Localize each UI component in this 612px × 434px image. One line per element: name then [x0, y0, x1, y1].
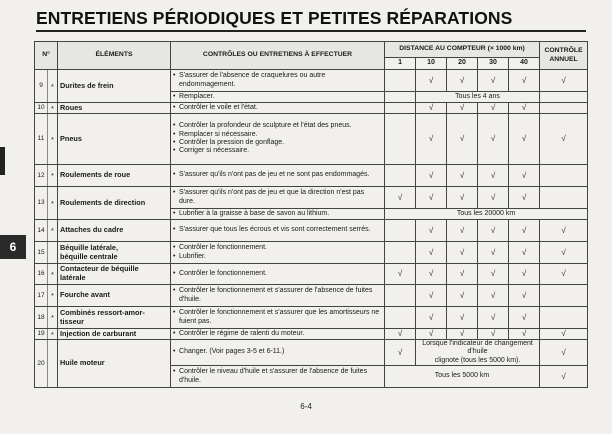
- page-number: 6-4: [300, 402, 312, 411]
- header-elements: ÉLÉMENTS: [58, 42, 171, 70]
- header-distance-3: 20: [447, 58, 478, 70]
- sidestand-switch-element: Contacteur de béquille latérale: [58, 264, 171, 285]
- oil-change-note: Lorsque l'indicateur de changement d'huile clignote (tous les 5000 km).: [416, 340, 540, 366]
- sidestand-controls: • Contrôler le fonctionnement. • Lubrifier.: [171, 242, 385, 264]
- sidestand-element: Béquille latérale, béquille centrale: [58, 242, 171, 264]
- header-odometer: DISTANCE AU COMPTEUR (× 1000 km): [385, 42, 540, 58]
- tire-controls: • Contrôler la profondeur de sculpture et l'état des pneus. • Remplacer si nécessaire. • Contrôler la pression de gonflage. • Corriger si nécessaire.: [171, 114, 385, 165]
- title-rule: [36, 30, 586, 32]
- chapter-tab: 6: [0, 235, 26, 259]
- table-row: 16 * Contacteur de béquille latérale • Contrôler le fonctionnement. √ √ √ √ √ √: [35, 264, 588, 285]
- table-row: • Contrôler le niveau d'huile et s'assurer de l'absence de fuites d'huile. Tous les 5000 km √: [35, 366, 588, 388]
- header-distance-4: 30: [478, 58, 509, 70]
- table-row: 20 Huile moteur • Changer. (Voir pages 3-5 et 6-11.) √ Lorsque l'indicateur de changement d'huile clignote (tous les 5000 km). √: [35, 340, 588, 366]
- maintenance-table: [34, 41, 588, 388]
- table-row: 13 * Roulements de direction • S'assurer qu'ils n'ont pas de jeu et que la direction n'est pas dure. √ √ √ √ √: [35, 187, 588, 209]
- header-distance-5: 40: [509, 58, 540, 70]
- table-row: 17 * Fourche avant • Contrôler le fonctionnement et s'assurer de l'absence de fuites d'huile. √ √ √ √: [35, 285, 588, 307]
- table-row: 12 * Roulements de roue • S'assurer qu'ils n'ont pas de jeu et ne sont pas endommagés. √ √ √ √: [35, 165, 588, 187]
- header-distance-2: 10: [416, 58, 447, 70]
- header-number: N°: [35, 42, 58, 70]
- table-row: • Lubrifier à la graisse à base de savon au lithium. Tous les 20000 km: [35, 209, 588, 220]
- table-row: 14 * Attaches du cadre • S'assurer que tous les écrous et vis sont correctement serrés. √ √ √ √ √: [35, 220, 588, 242]
- table-row: 15 Béquille latérale, béquille centrale • Contrôler le fonctionnement. • Lubrifier. √ √ √ √ √: [35, 242, 588, 264]
- header-annual: CONTRÔLE ANNUEL: [540, 42, 588, 70]
- table-row: 19 * Injection de carburant • Contrôler le régime de ralenti du moteur. √ √ √ √ √ √: [35, 329, 588, 340]
- header-distance-1: 1: [385, 58, 416, 70]
- table-row: 10 * Roues • Contrôler le voile et l'état. √ √ √ √: [35, 103, 588, 114]
- table-row: • Remplacer. Tous les 4 ans: [35, 92, 588, 103]
- table-row: 9 * Durites de frein • S'assurer de l'absence de craquelures ou autre endommagement. √ √ √ √ √: [35, 70, 588, 92]
- shock-element: Combinés ressort-amor- tisseur: [58, 307, 171, 329]
- header-controls: CONTRÔLES OU ENTRETIENS À EFFECTUER: [171, 42, 385, 70]
- table-row: 11 * Pneus • Contrôler la profondeur de sculpture et l'état des pneus. • Remplacer si nécessaire. • Contrôler la pression de gonflage. • Corriger si nécessaire. √ √ √ √ √: [35, 114, 588, 165]
- page-title: ENTRETIENS PÉRIODIQUES ET PETITES RÉPARATIONS: [36, 8, 513, 28]
- side-marker: [0, 147, 5, 175]
- table-row: 18 * Combinés ressort-amor- tisseur • Contrôler le fonctionnement et s'assurer que les amortisseurs ne fuient pas. √ √ √ √: [35, 307, 588, 329]
